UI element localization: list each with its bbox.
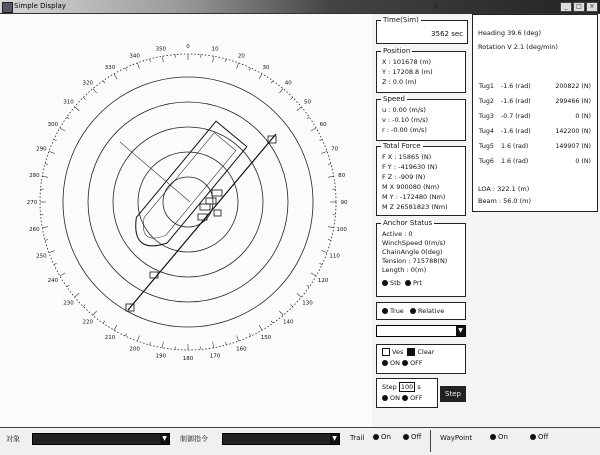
compass-tick (259, 325, 262, 330)
compass-tick (271, 321, 273, 323)
compass-label: 300 (48, 122, 59, 128)
view-radios (382, 359, 423, 367)
clear-checkbox[interactable] (407, 348, 415, 356)
compass-label: 20 (238, 53, 245, 59)
compass-label: 80 (338, 173, 345, 179)
compass-tick (83, 305, 85, 307)
compass-tick (137, 335, 139, 341)
tug-row (479, 143, 593, 150)
tug-row (479, 113, 593, 120)
compass-tick (328, 240, 331, 241)
compass-label: 190 (156, 354, 167, 360)
range-ring (163, 177, 213, 227)
tug-name: Tug2 (479, 98, 501, 105)
view-on-label: ON (390, 359, 400, 367)
compass-tick (67, 117, 69, 119)
compass-tick (271, 81, 273, 83)
compass-tick (75, 293, 80, 297)
compass-tick (213, 56, 214, 62)
force-fz: F Z : -909 (N) (382, 173, 425, 181)
compass-label: 140 (283, 320, 294, 326)
anchor-title: Anchor Status (381, 219, 434, 227)
info-panel (472, 14, 598, 212)
step-off-label: OFF (410, 394, 423, 402)
true-radio[interactable] (382, 308, 388, 314)
tug-name: Tug5 (479, 143, 501, 150)
rotation-value: Rotation V 2.1 (deg/min) (478, 43, 558, 51)
heading-value: Heading 39.6 (deg) (478, 29, 541, 37)
view-checks (382, 348, 434, 356)
compass-tick (319, 139, 322, 140)
clear-label: Clear (417, 348, 434, 356)
compass-label: 110 (329, 253, 340, 259)
compass-label: 120 (318, 278, 329, 284)
compass-label: 220 (82, 320, 93, 326)
range-ring (88, 102, 288, 302)
compass-tick (125, 333, 126, 336)
compass-tick (226, 59, 227, 62)
control-select[interactable] (222, 433, 340, 445)
stb-label: Stb (390, 279, 401, 287)
compass-tick (291, 97, 293, 99)
compass-label: 60 (320, 122, 327, 128)
compass-tick (49, 151, 55, 153)
relative-label: Relative (418, 307, 444, 315)
force-fx: F X : 15865 (N) (382, 153, 431, 161)
compass-tick (54, 139, 57, 140)
window-title: Simple Display (14, 2, 66, 10)
compass-label: 270 (27, 200, 38, 206)
tug-force: 142200 (N) (545, 128, 591, 135)
ves-checkbox[interactable] (382, 348, 390, 356)
step-group (376, 378, 438, 408)
tug-force: 149907 (N) (545, 143, 591, 150)
compass-tick (279, 89, 283, 94)
compass-tick (319, 263, 322, 264)
compass-tick (237, 63, 239, 69)
waypoint-on-radio[interactable] (490, 433, 508, 441)
speed-title: Speed (381, 95, 407, 103)
speed-u: u : 0.00 (m/s) (382, 106, 426, 114)
view-group (376, 344, 466, 374)
beam-value: Beam : 56.0 (m) (478, 197, 531, 205)
anchor-chain-angle: ChainAngle 0(deg) (382, 248, 443, 256)
compass-tick (125, 68, 126, 71)
step-on-radio[interactable] (382, 395, 388, 401)
waypoint-on-label: On (498, 433, 508, 441)
compass-tick (291, 305, 293, 307)
compass-tick (226, 342, 227, 345)
anchor-length: Length : 0(m) (382, 266, 426, 274)
tug-name: Tug6 (479, 158, 501, 165)
control-label: 制御指令 (180, 434, 208, 444)
moment-mz: M Z 26581823 (Nm) (382, 203, 448, 211)
compass-tick (67, 285, 69, 287)
speed-group (376, 99, 466, 141)
tug-angle: 1.6 (rad) (501, 158, 545, 165)
tug-angle: -1.6 (rad) (501, 98, 545, 105)
compass-tick (307, 117, 309, 119)
trail-on-radio[interactable] (373, 433, 391, 441)
range-ring (138, 152, 238, 252)
position-title: Position (381, 47, 412, 55)
compass-label: 40 (285, 80, 292, 86)
compass-label: 10 (212, 46, 219, 52)
port-radio[interactable] (405, 280, 411, 286)
trail-off-radio[interactable] (403, 433, 421, 441)
chevron-down-icon[interactable]: ▼ (456, 326, 465, 336)
compass-label: 180 (183, 356, 194, 362)
tug-row (479, 98, 593, 105)
compass-tick (93, 89, 97, 94)
compass-label: 340 (129, 53, 140, 59)
status-divider (430, 430, 431, 452)
compass-label: 70 (331, 147, 338, 153)
compass-label: 330 (105, 65, 116, 71)
tug-angle: -1.6 (rad) (501, 128, 545, 135)
step-button[interactable]: Step (440, 386, 466, 402)
total-force-title: Total Force (381, 142, 423, 150)
compass-tick (75, 107, 80, 111)
tug-force: 0 (N) (545, 113, 591, 120)
sim-time-title: Time(Sim) (381, 16, 421, 24)
chevron-down-icon[interactable]: ▼ (330, 434, 339, 444)
compass-tick (42, 176, 48, 177)
true-label: True (390, 307, 404, 315)
compass-label: 350 (156, 46, 167, 52)
anchor-tension: Tension : 715788(N) (382, 257, 447, 265)
waypoint-off-label: Off (538, 433, 548, 441)
position-group (376, 51, 466, 93)
compass-tick (45, 164, 48, 165)
target-label: 対象 (6, 434, 20, 444)
compass-tick (60, 273, 65, 276)
compass-tick (279, 311, 283, 316)
step-radios (382, 394, 423, 402)
minimize-button[interactable]: _ (560, 2, 572, 12)
anchor-winch-speed: WinchSpeed 0(m/s) (382, 239, 445, 247)
compass-tick (60, 128, 65, 131)
compass-label: 90 (341, 200, 348, 206)
waypoint-off-radio[interactable] (530, 433, 548, 441)
control-column (374, 14, 470, 423)
tug-name: Tug1 (479, 83, 501, 90)
tug-angle: -1.6 (rad) (501, 83, 545, 90)
relative-radio[interactable] (410, 308, 416, 314)
stb-radio[interactable] (382, 280, 388, 286)
tug-row (479, 83, 593, 90)
compass-tick (103, 81, 105, 83)
view-off-label: OFF (410, 359, 423, 367)
compass-tick (162, 342, 163, 348)
loa-value: LOA : 322.1 (m) (478, 185, 529, 193)
compass-label: 150 (261, 335, 272, 341)
compass-tick (42, 227, 48, 228)
compass-label: 230 (63, 300, 74, 306)
compass-label: 0 (186, 44, 190, 50)
compass-tick (150, 342, 151, 345)
trail-label: Trail (350, 434, 364, 442)
total-force-group (376, 146, 466, 216)
compass-tick (311, 128, 316, 131)
app-icon (2, 2, 13, 13)
compass-tick (45, 240, 48, 241)
target-select[interactable] (32, 433, 170, 445)
compass-label: 50 (304, 100, 311, 106)
heading-line (120, 142, 190, 202)
compass-display (0, 14, 372, 426)
compass-label: 130 (302, 300, 313, 306)
compass-label: 210 (105, 335, 116, 341)
compass-tick (249, 333, 250, 336)
compass-tick (297, 293, 302, 297)
step-label: Step (382, 383, 397, 391)
view-off-radio[interactable] (402, 360, 408, 366)
maximize-button[interactable]: □ (573, 2, 585, 12)
compass-label: 290 (36, 147, 47, 153)
sim-time-value: 3562 sec (431, 30, 463, 38)
compass-tick (49, 251, 55, 253)
tug-angle: 1.6 (rad) (501, 143, 545, 150)
position-y: Y : 17208.8 (m) (382, 68, 433, 76)
force-fy: F Y : -419630 (N) (382, 163, 437, 171)
tug-row (479, 158, 593, 165)
position-x: X : 101678 (m) (382, 58, 431, 66)
compass-tick (93, 311, 97, 316)
mode-group (376, 302, 466, 320)
compass-label: 30 (263, 65, 270, 71)
anchor-status-group (376, 223, 466, 297)
ves-label: Ves (392, 348, 403, 356)
range-ring (63, 77, 313, 327)
compass-label: 200 (129, 347, 140, 353)
tug-force: 299466 (N) (545, 98, 591, 105)
waypoint-label: WayPoint (440, 434, 472, 442)
target-dropdown[interactable] (376, 325, 466, 337)
compass-tick (259, 74, 262, 79)
mode-radios (382, 307, 444, 315)
radar-canvas[interactable] (0, 14, 372, 426)
compass-label: 100 (336, 227, 347, 233)
compass-tick (213, 342, 214, 348)
tug-force: 200822 (N) (545, 83, 591, 90)
tug-force: 0 (N) (545, 158, 591, 165)
compass-tick (103, 321, 105, 323)
step-row (382, 382, 421, 392)
compass-label: 160 (236, 347, 247, 353)
compass-tick (297, 107, 302, 111)
title-corner-text: 3 (433, 2, 437, 10)
status-bar (0, 427, 600, 455)
compass-tick (150, 59, 151, 62)
compass-label: 250 (36, 253, 47, 259)
close-button[interactable]: × (586, 2, 598, 12)
compass-tick (114, 325, 117, 330)
tug-name: Tug4 (479, 128, 501, 135)
position-z: Z : 0.0 (m) (382, 78, 417, 86)
compass-tick (307, 285, 309, 287)
step-input[interactable]: 100 (399, 382, 415, 392)
compass-tick (137, 63, 139, 69)
compass-tick (83, 97, 85, 99)
moment-mx: M X 900080 (Nm) (382, 183, 439, 191)
anchor-chain-line (128, 134, 276, 310)
compass-label: 260 (29, 227, 40, 233)
compass-label: 310 (63, 100, 74, 106)
title-bar (0, 0, 600, 14)
view-on-radio[interactable] (382, 360, 388, 366)
compass-tick (237, 335, 239, 341)
range-ring (113, 127, 263, 277)
compass-tick (311, 273, 316, 276)
compass-tick (249, 68, 250, 71)
compass-label: 240 (48, 278, 59, 284)
step-on-label: ON (390, 394, 400, 402)
tug-row (479, 128, 593, 135)
compass-label: 170 (210, 354, 221, 360)
compass-tick (328, 176, 334, 177)
sim-time-group (376, 20, 468, 44)
compass-tick (162, 56, 163, 62)
chevron-down-icon[interactable]: ▼ (160, 434, 169, 444)
compass-tick (114, 74, 117, 79)
anchor-side-radios (382, 279, 422, 287)
compass-tick (328, 164, 331, 165)
compass-label: 280 (29, 173, 40, 179)
step-unit: s (417, 383, 420, 391)
compass-tick (54, 263, 57, 264)
anchor-active: Active : 0 (382, 230, 413, 238)
step-off-radio[interactable] (402, 395, 408, 401)
tug-name: Tug3 (479, 113, 501, 120)
moment-my: M Y : -172480 (Nm) (382, 193, 445, 201)
compass-label: 320 (82, 80, 93, 86)
compass-tick (321, 251, 327, 253)
speed-r: r : -0.00 (m/s) (382, 126, 427, 134)
speed-v: v : -0.10 (m/s) (382, 116, 428, 124)
tug-angle: -0.7 (rad) (501, 113, 545, 120)
compass-tick (328, 227, 334, 228)
compass-tick (321, 151, 327, 153)
trail-on-label: On (381, 433, 391, 441)
trail-off-label: Off (411, 433, 421, 441)
port-label: Prt (413, 279, 422, 287)
